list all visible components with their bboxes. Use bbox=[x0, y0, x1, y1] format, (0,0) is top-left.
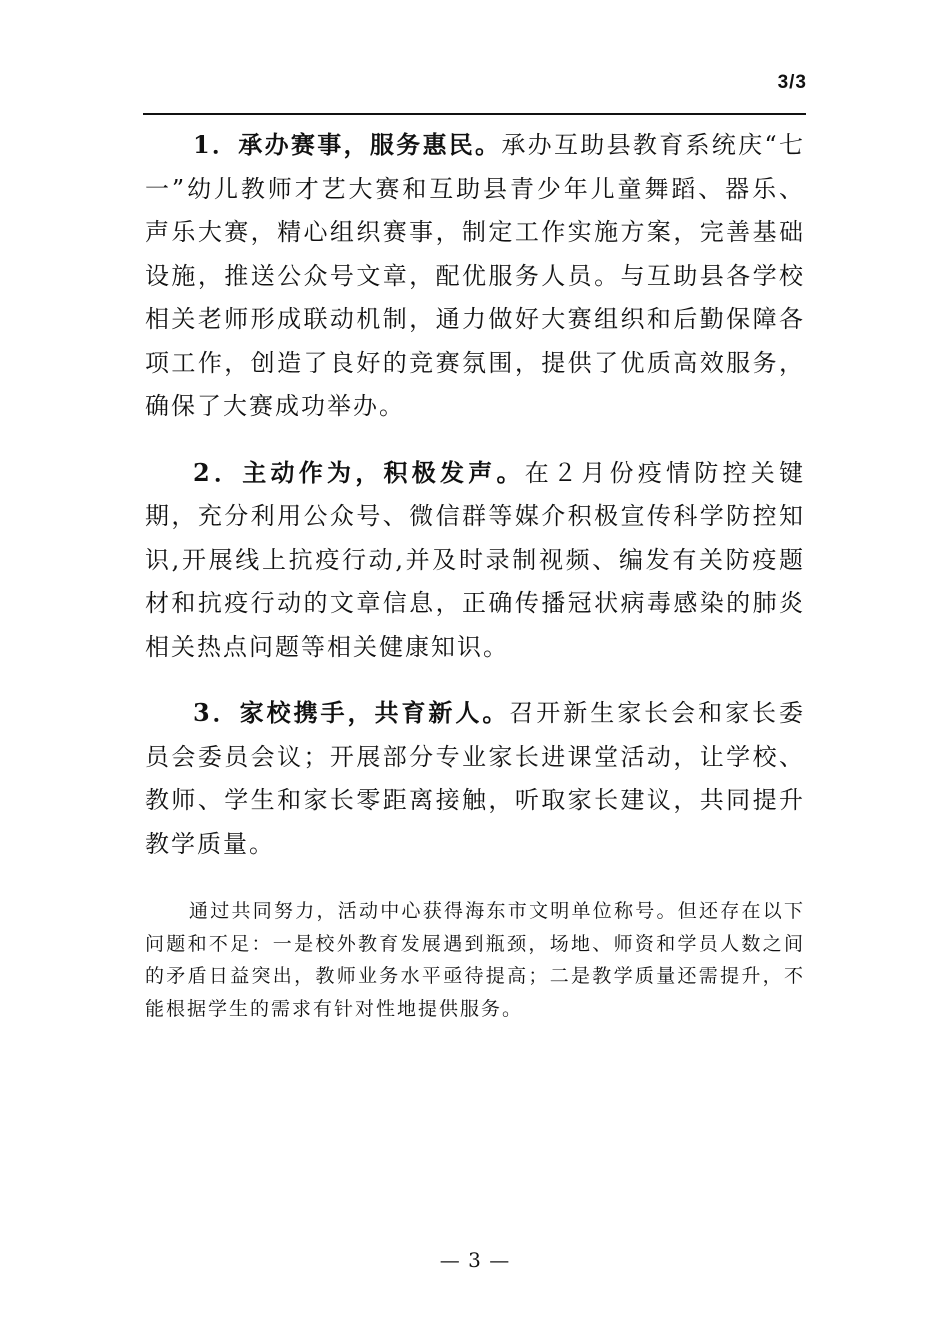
header-divider bbox=[143, 113, 806, 115]
paragraph-3-heading: 3．家校携手，共育新人。 bbox=[193, 698, 510, 727]
page-counter: 3/3 bbox=[777, 72, 807, 93]
document-body bbox=[145, 123, 805, 1025]
paragraph-1-heading: 1．承办赛事，服务惠民。 bbox=[193, 130, 502, 159]
paragraph-2 bbox=[145, 451, 805, 670]
footer-page-number: — 3 — bbox=[439, 1248, 511, 1272]
paragraph-1-text: 承办互助县教育系统庆“七一”幼儿教师才艺大赛和互助县青少年儿童舞蹈、器乐、声乐大赛，精心组织赛事，制定工作实施方案，完善基础设施，推送公众号文章，配优服务人员。与互助县各学校相关老师形成联动机制，通力做好大赛组织和后勤保障各项工作，创造了良好的竞赛氛围，提供了优质高效服务，确保了大赛成功举办。 bbox=[145, 131, 805, 420]
paragraph-3-text: 召开新生家长会和家长委员会委员会议；开展部分专业家长进课堂活动，让学校、教师、学生和家长零距离接触，听取家长建议，共同提升教学质量。 bbox=[145, 699, 806, 858]
paragraph-3 bbox=[145, 691, 805, 866]
paragraph-2-text: 在２月份疫情防控关键期，充分利用公众号、微信群等媒介积极宣传科学防控知识,开展线上抗疫行动,并及时录制视频、编发有关防疫题材和抗疫行动的文章信息，正确传播冠状病毒感染的肺炎相关热点问题等相关健康知识。 bbox=[145, 458, 806, 661]
summary-paragraph: 通过共同努力，活动中心获得海东市文明单位称号。但还存在以下问题和不足：一是校外教育发展遇到瓶颈，场地、师资和学员人数之间的矛盾日益突出，教师业务水平亟待提高；二是教学质量还需提升，不能根据学生的需求有针对性地提供服务。 bbox=[145, 900, 805, 1020]
paragraph-2-heading: 2．主动作为，积极发声。 bbox=[193, 457, 525, 487]
paragraph-1 bbox=[145, 123, 805, 429]
